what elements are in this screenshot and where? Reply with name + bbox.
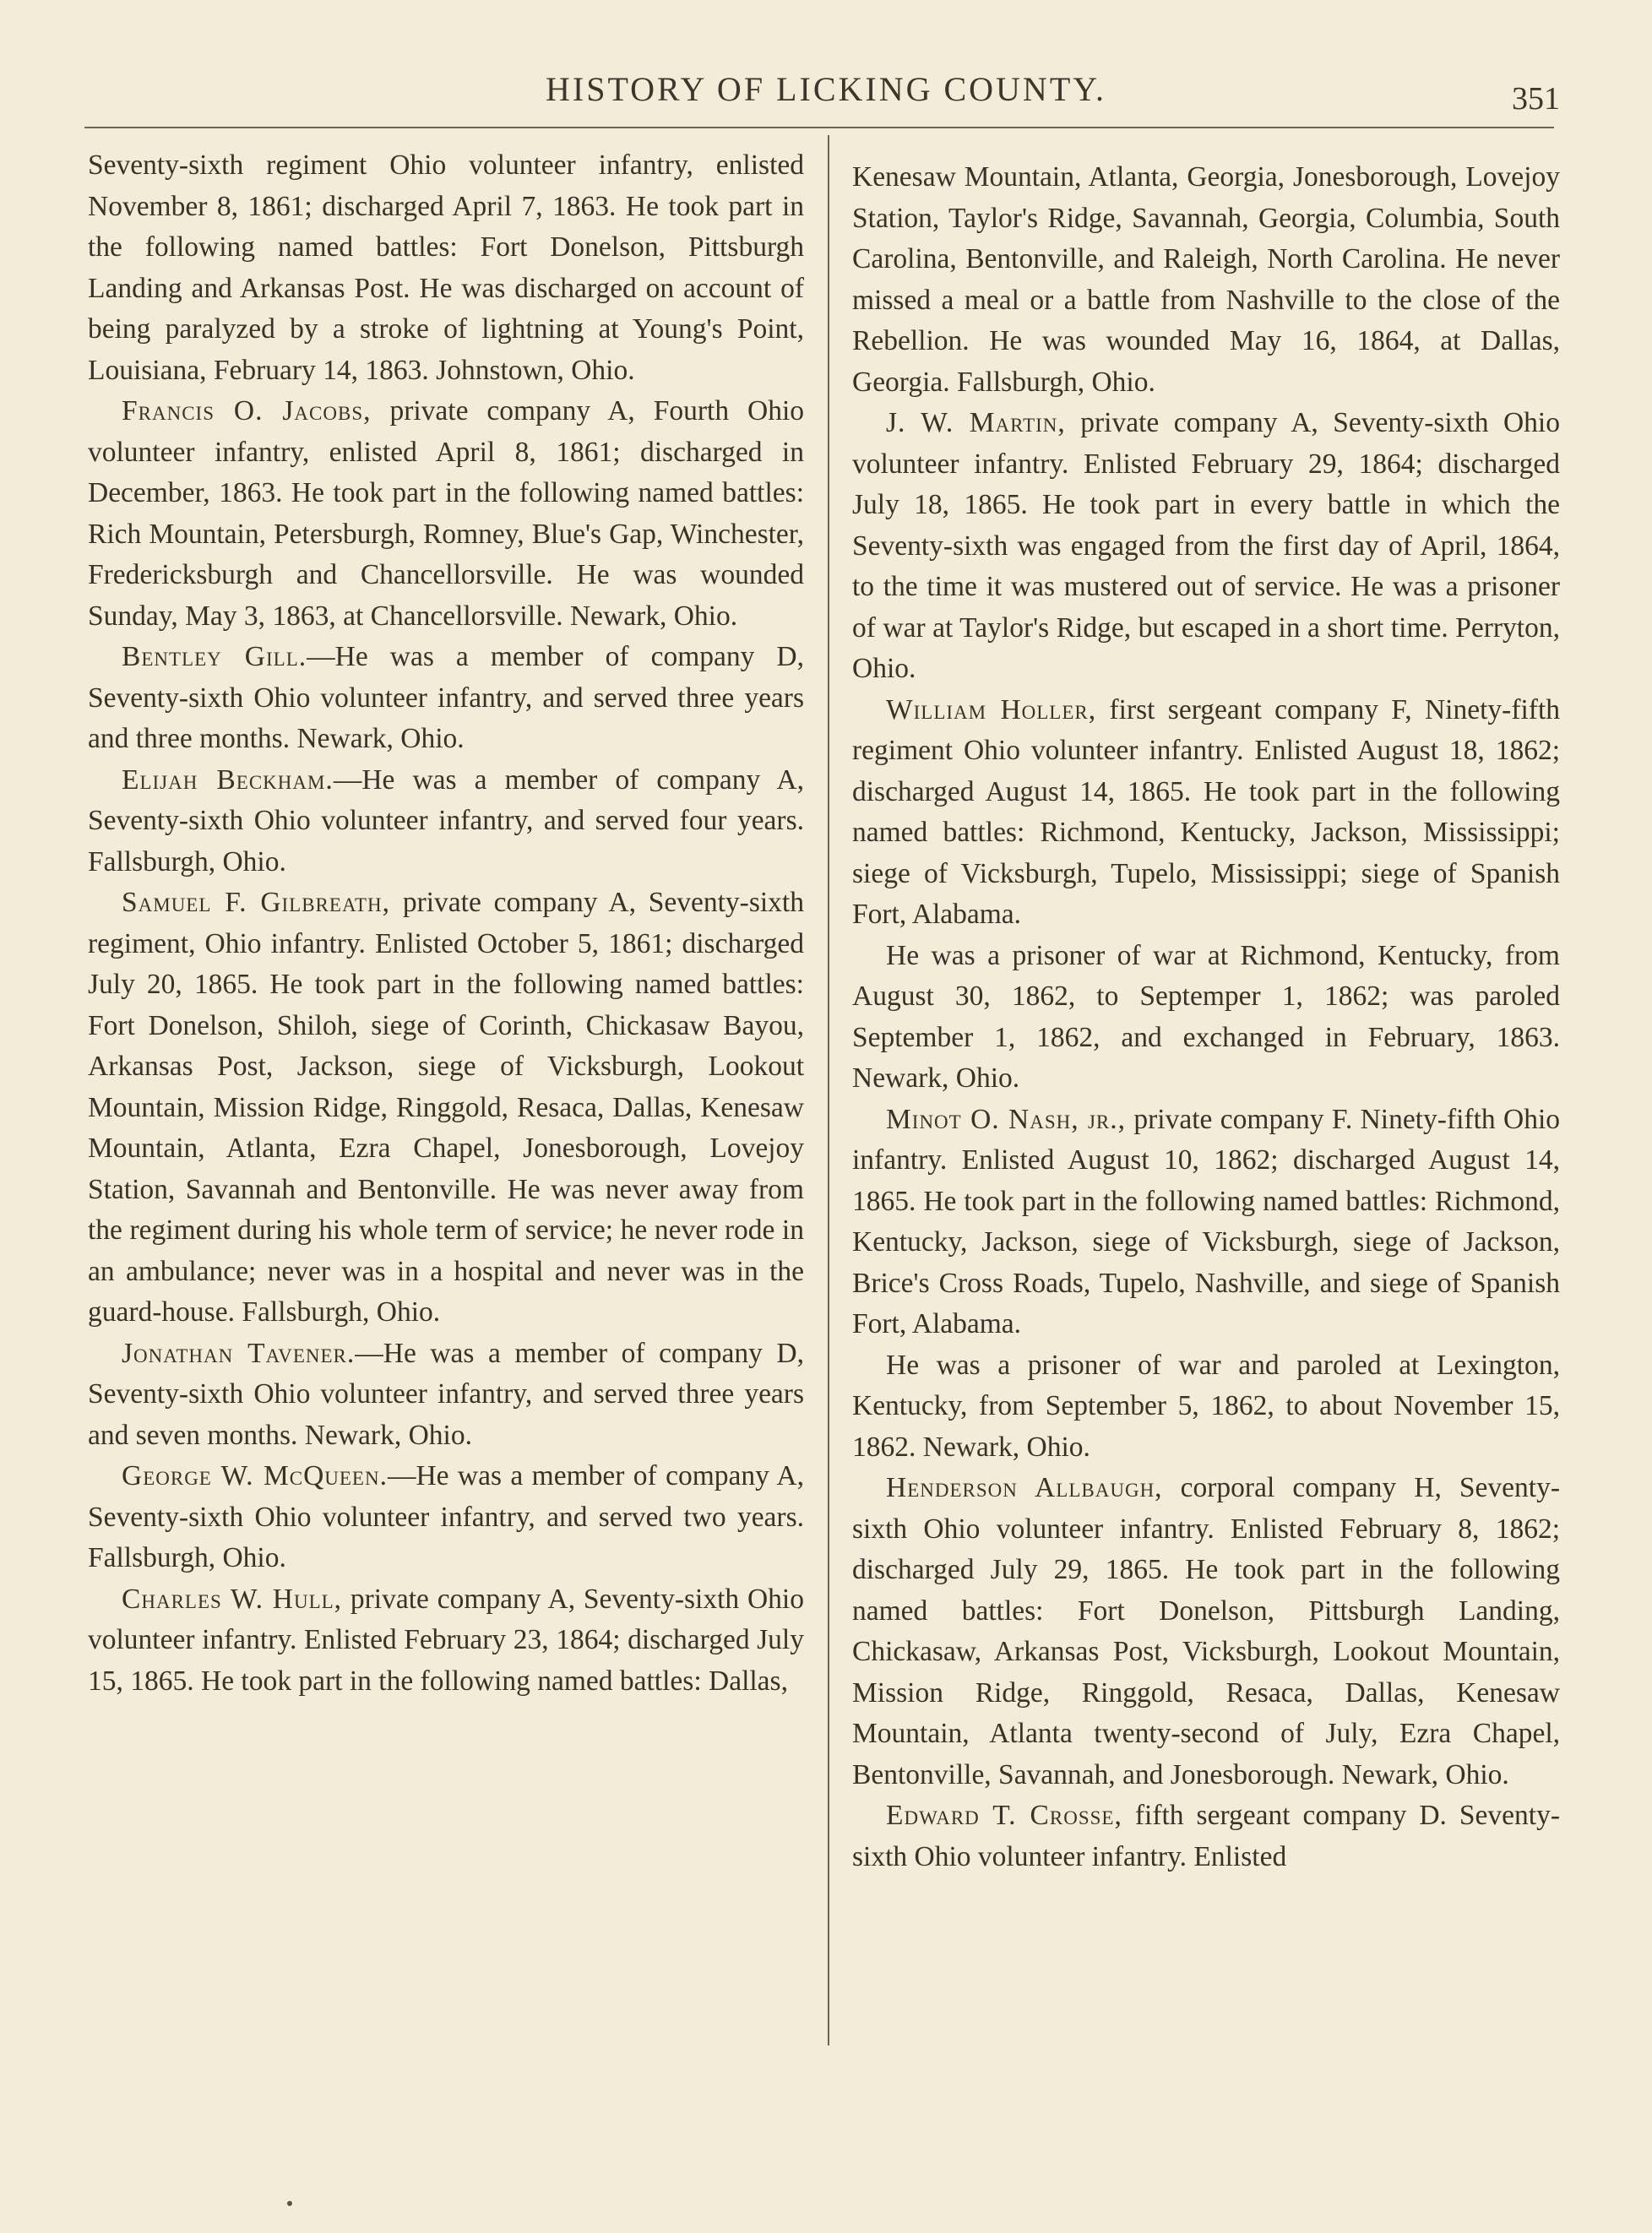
entry-text: He was a prisoner of war and paroled at Lexington, Kentucky, from September 5, 1862, to about November 15, 1862. Newark, Ohio. <box>852 1349 1560 1463</box>
paragraph <box>88 1334 804 1457</box>
paragraph <box>852 1796 1560 1877</box>
paragraph <box>852 157 1560 403</box>
paragraph <box>852 936 1560 1100</box>
entry-name: Minot O. Nash, jr., <box>886 1103 1127 1135</box>
entry-text: private company A, Fourth Ohio volunteer infantry, enlisted April 8, 1861; discharged in December, 1863. He took part in the following named battles: Rich Mountain, Petersburgh, Romney, Blue's Gap, Winchester, Fredericksburgh and Chancellorsville. He was wounded Sunday, May 3, 1863, at Chancellorsville. Newark, Ohio. <box>88 395 805 632</box>
entry-name: George W. McQueen. <box>122 1460 388 1491</box>
paragraph <box>88 1456 804 1579</box>
column-divider <box>828 135 829 2046</box>
paragraph <box>852 403 1560 690</box>
entry-text: —He was a member of company A, Seventy-sixth Ohio volunteer infantry, and served four years. Fallsburgh, Ohio. <box>88 763 804 877</box>
right-column <box>852 157 1560 1877</box>
entry-text: —He was a member of company D, Seventy-sixth Ohio volunteer infantry, and served three years and three months. Newark, Ohio. <box>88 641 804 754</box>
paragraph <box>88 145 804 391</box>
running-head: HISTORY OF LICKING COUNTY. <box>546 70 1106 108</box>
entry-text: Seventy-sixth regiment Ohio volunteer infantry, enlisted November 8, 1861; discharged April 7, 1863. He took part in the following named battles: Fort Donelson, Pittsburgh Landing and Arkansas Post. He was discharged on account of being paralyzed by a stroke of lightning at Young's Point, Louisiana, February 14, 1863. Johnstown, Ohio. <box>88 149 804 386</box>
entry-name: Samuel F. Gilbreath, <box>122 887 391 918</box>
entry-text: —He was a member of company A, Seventy-sixth Ohio volunteer infantry, and served two years. Fallsburgh, Ohio. <box>88 1460 804 1573</box>
entry-text: He was a prisoner of war at Richmond, Kentucky, from August 30, 1862, to Septemper 1, 1862; was paroled September 1, 1862, and exchanged in February, 1863. Newark, Ohio. <box>852 939 1560 1094</box>
paragraph <box>88 1579 804 1703</box>
paragraph <box>852 690 1560 936</box>
entry-text: first sergeant company F, Ninety-fifth regiment Ohio volunteer infantry. Enlisted August 18, 1862; discharged August 14, 1865. He took part in the following named battles: Richmond, Kentucky, Jackson, Mississippi; siege of Vicksburgh, Tupelo, Mississippi; siege of Spanish Fort, Alabama. <box>852 693 1561 930</box>
entry-name: Francis O. Jacobs, <box>122 395 372 426</box>
entry-name: Jonathan Tavener. <box>122 1337 356 1369</box>
paragraph <box>852 1345 1560 1469</box>
entry-name: Henderson Allbaugh, <box>886 1472 1163 1503</box>
paragraph <box>852 1100 1560 1345</box>
header-rule <box>84 127 1554 128</box>
page-number: 351 <box>1512 81 1560 117</box>
entry-text: private company F. Ninety-fifth Ohio infantry. Enlisted August 10, 1862; discharged August 14, 1865. He took part in the following named battles: Richmond, Kentucky, Jackson, siege of Vicksburgh, siege of Jackson, Brice's Cross Roads, Tupelo, Nashville, and siege of Spanish Fort, Alabama. <box>852 1103 1560 1339</box>
entry-name: Charles W. Hull, <box>122 1583 343 1615</box>
entry-name: Edward T. Crosse, <box>886 1800 1122 1831</box>
paragraph <box>88 760 804 883</box>
entry-text: corporal company H, Seventy-sixth Ohio volunteer infantry. Enlisted February 8, 1862; discharged July 29, 1865. He took part in the following named battles: Fort Donelson, Pittsburgh Landing, Chickasaw, Arkansas Post, Vicksburgh, Lookout Mountain, Mission Ridge, Ringgold, Resaca, Dallas, Kenesaw Mountain, Atlanta twenty-second of July, Ezra Chapel, Bentonville, Savannah, and Jonesborough. Newark, Ohio. <box>852 1472 1560 1790</box>
paragraph <box>852 1468 1560 1796</box>
paragraph <box>88 883 804 1334</box>
paragraph <box>88 637 804 760</box>
entry-text: private company A, Seventy-sixth Ohio volunteer infantry. Enlisted February 23, 1864; discharged July 15, 1865. He took part in the following named battles: Dallas, <box>88 1583 804 1697</box>
left-column <box>88 145 804 1702</box>
ink-speck <box>287 2201 292 2206</box>
entry-text: —He was a member of company D, Seventy-sixth Ohio volunteer infantry, and served three years and seven months. Newark, Ohio. <box>88 1337 804 1451</box>
entry-text: private company A, Seventy-sixth regiment, Ohio infantry. Enlisted October 5, 1861; discharged July 20, 1865. He took part in the following named battles: Fort Donelson, Shiloh, siege of Corinth, Chickasaw Bayou, Arkansas Post, Jackson, siege of Vicksburgh, Lookout Mountain, Mission Ridge, Ringgold, Resaca, Dallas, Kenesaw Mountain, Atlanta, Ezra Chapel, Jonesborough, Lovejoy Station, Savannah and Bentonville. He was never away from the regiment during his whole term of service; he never rode in an ambulance; never was in a hospital and never was in the guard-house. Fallsburgh, Ohio. <box>88 887 804 1328</box>
entry-name: William Holler, <box>886 693 1097 725</box>
entry-text: private company A, Seventy-sixth Ohio volunteer infantry. Enlisted February 29, 1864; discharged July 18, 1865. He took part in every battle in which the Seventy-sixth was engaged from the first day of April, 1864, to the time it was mustered out of service. He was a prisoner of war at Taylor's Ridge, but escaped in a short time. Perryton, Ohio. <box>852 407 1560 684</box>
paragraph <box>88 391 804 637</box>
entry-text: fifth sergeant company D. Seventy-sixth Ohio volunteer infantry. Enlisted <box>852 1800 1561 1872</box>
entry-name: J. W. Martin, <box>886 407 1066 438</box>
entry-text: Kenesaw Mountain, Atlanta, Georgia, Jonesborough, Lovejoy Station, Taylor's Ridge, Savannah, Georgia, Columbia, South Carolina, Bentonville, and Raleigh, North Carolina. He never missed a meal or a battle from Nashville to the close of the Rebellion. He was wounded May 16, 1864, at Dallas, Georgia. Fallsburgh, Ohio. <box>852 161 1560 398</box>
entry-name: Elijah Beckham. <box>122 763 334 796</box>
entry-name: Bentley Gill. <box>122 641 307 672</box>
